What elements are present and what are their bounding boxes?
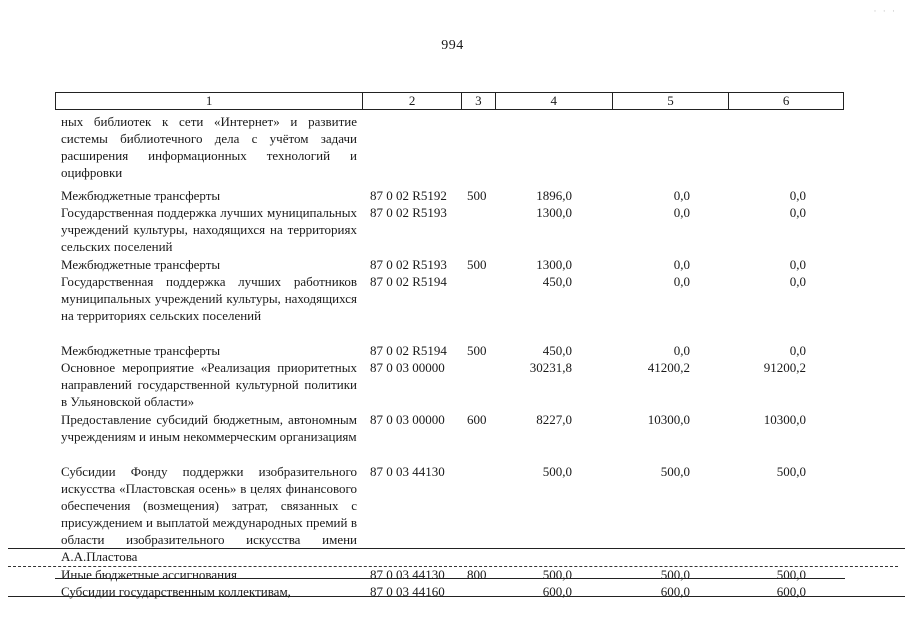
- row-type: 800: [467, 567, 487, 582]
- table-row: [0, 187, 905, 204]
- row-code: 87 0 02 R5193: [370, 205, 447, 220]
- table-row: [0, 256, 905, 273]
- table-row: [0, 113, 905, 187]
- row-code: 87 0 02 R5194: [370, 274, 447, 289]
- row-value-year3: 500,0: [776, 464, 806, 479]
- row-code: 87 0 03 44130: [370, 464, 445, 479]
- row-type: 600: [467, 412, 487, 427]
- table-row: [0, 411, 905, 463]
- table-row: [0, 204, 905, 256]
- row-name: Межбюджетные трансферты: [61, 257, 221, 272]
- row-value-year1: 1300,0: [536, 257, 572, 272]
- column-header-6: 6: [782, 93, 790, 108]
- row-code: 87 0 02 R5193: [370, 257, 447, 272]
- row-code: 87 0 02 R5192: [370, 188, 447, 203]
- row-value-year1: 500,0: [542, 567, 572, 582]
- row-type: 500: [467, 257, 487, 272]
- row-name: Иные бюджетные ассигнования: [61, 567, 238, 582]
- row-value-year1: 450,0: [542, 343, 572, 358]
- row-value-year1: 450,0: [542, 274, 572, 289]
- row-value-year2: 500,0: [660, 464, 690, 479]
- row-type: 500: [467, 343, 487, 358]
- row-value-year2: 0,0: [673, 188, 690, 203]
- row-value-year3: 500,0: [776, 567, 806, 582]
- table-header: [55, 92, 844, 110]
- scan-rule-line: [55, 578, 845, 579]
- row-value-year1: 1896,0: [536, 188, 572, 203]
- row-value-year1: 500,0: [542, 464, 572, 479]
- table-row: [0, 583, 905, 600]
- row-value-year1: 8227,0: [536, 412, 572, 427]
- row-code: 87 0 03 44130: [370, 567, 445, 582]
- row-value-year1: 600,0: [542, 584, 572, 599]
- row-type: 500: [467, 188, 487, 203]
- row-value-year1: 30231,8: [529, 360, 572, 375]
- row-value-year3: 0,0: [789, 274, 806, 289]
- row-value-year2: 0,0: [673, 343, 690, 358]
- page-number: 994: [441, 38, 464, 53]
- row-name: ных библиотек к сети «Интернет» и развитие системы библиотечного дела с учётом задачи расширения информационных технологий и оцифровки: [61, 114, 357, 180]
- row-value-year3: 0,0: [789, 343, 806, 358]
- row-name: Государственная поддержка лучших муниципальных учреждений культуры, находящихся на территориях сельских поселений: [61, 205, 357, 254]
- row-value-year3: 91200,2: [763, 360, 806, 375]
- table-row: [0, 566, 905, 583]
- row-name: Субсидии Фонду поддержки изобразительного искусства «Пластовская осень» в целях финансового обеспечения (возмещения) затрат, связанных с присуждением и выплатой международных премий в области изобразительного искусства имени А.А.Пластова: [61, 464, 357, 564]
- row-code: 87 0 03 44160: [370, 584, 445, 599]
- row-code: 87 0 02 R5194: [370, 343, 447, 358]
- row-value-year2: 600,0: [660, 584, 690, 599]
- scan-rule-line: [8, 548, 905, 549]
- scan-rule-line: [8, 566, 898, 567]
- table-row: [0, 463, 905, 566]
- row-value-year3: 0,0: [789, 188, 806, 203]
- row-code: 87 0 03 00000: [370, 360, 445, 375]
- row-name: Государственная поддержка лучших работников муниципальных учреждений культуры, находящихся на территориях сельских поселений: [61, 274, 357, 323]
- row-value-year2: 41200,2: [647, 360, 690, 375]
- row-value-year2: 10300,0: [647, 412, 690, 427]
- row-value-year2: 0,0: [673, 274, 690, 289]
- budget-table-body: [0, 113, 905, 600]
- column-header-1: 1: [56, 93, 363, 109]
- row-name: Субсидии государственным коллективам,: [61, 584, 291, 599]
- row-value-year3: 600,0: [776, 584, 806, 599]
- row-name: Предоставление субсидий бюджетным, автономным учреждениям и иным некоммерческим организациям: [61, 412, 357, 444]
- column-header-5: 5: [613, 93, 730, 109]
- column-header-3: 3: [462, 93, 496, 109]
- scan-margin-marks: · · ·: [873, 6, 897, 16]
- row-value-year2: 0,0: [673, 257, 690, 272]
- row-value-year2: 500,0: [660, 567, 690, 582]
- column-header-4: 4: [496, 93, 613, 109]
- row-value-year1: 1300,0: [536, 205, 572, 220]
- table-row: [0, 273, 905, 342]
- scan-rule-line: [8, 596, 905, 597]
- row-value-year2: 0,0: [673, 205, 690, 220]
- row-value-year3: 10300,0: [763, 412, 806, 427]
- table-row: [0, 359, 905, 411]
- row-name: Межбюджетные трансферты: [61, 343, 221, 358]
- column-header-2: 2: [363, 93, 462, 109]
- row-value-year3: 0,0: [789, 205, 806, 220]
- row-name: Межбюджетные трансферты: [61, 188, 221, 203]
- row-name: Основное мероприятие «Реализация приоритетных направлений государственной культурной политики в Ульяновской области»: [61, 360, 357, 409]
- row-code: 87 0 03 00000: [370, 412, 445, 427]
- table-row: [0, 342, 905, 359]
- row-value-year3: 0,0: [789, 257, 806, 272]
